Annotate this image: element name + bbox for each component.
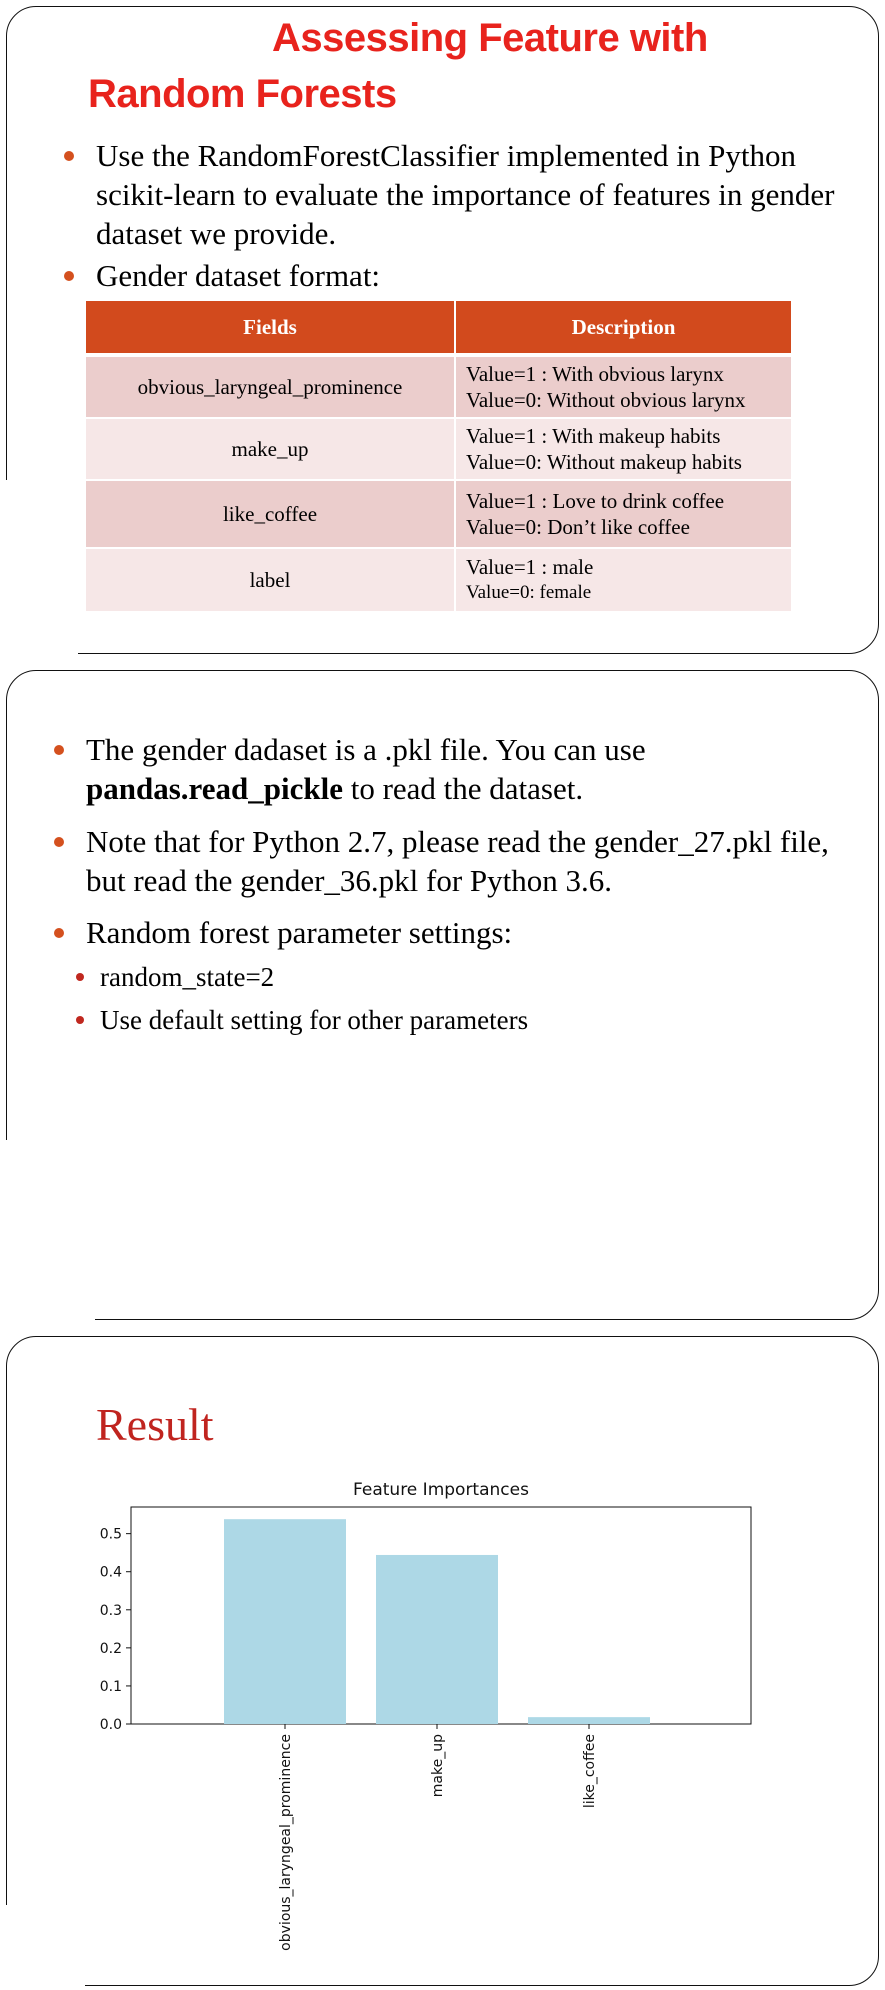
desc-line: Value=0: Without makeup habits: [466, 450, 742, 474]
table-row: [86, 548, 792, 612]
sub-bullet-item: [74, 959, 854, 995]
bar-obvious-laryngeal-prominence: [224, 1519, 346, 1724]
bar-like-coffee: [528, 1717, 650, 1724]
bullet-dot-icon: [64, 151, 74, 161]
code-function-name: pandas.read_pickle: [86, 771, 343, 806]
table-row: [86, 480, 792, 548]
table-cell-description: [455, 418, 792, 480]
desc-line: Value=0: female: [466, 582, 592, 603]
result-title: Result: [96, 1399, 214, 1450]
table-cell-description: [455, 355, 792, 418]
bullet-dot-icon: [54, 928, 64, 938]
bullet-text: Gender dataset format:: [96, 258, 381, 293]
slide-edge-mask: [0, 620, 78, 660]
bullet-item: [50, 822, 860, 900]
slide-edge-mask: [0, 1285, 95, 1325]
table-cell-description: [455, 548, 792, 612]
y-tick-label: 0.0: [99, 1717, 122, 1733]
gender-dataset-table: [86, 301, 793, 613]
desc-line: Value=1 : male: [466, 555, 594, 579]
y-tick-label: 0.2: [99, 1640, 122, 1657]
sub-bullet-dot-icon: [76, 973, 84, 981]
x-tick-label: like_coffee: [582, 1734, 598, 1809]
table-header-fields: Fields: [86, 301, 455, 355]
table-cell-field: make_up: [86, 418, 455, 480]
feature-importance-chart: [60, 1472, 780, 1977]
bullet-dot-icon: [64, 271, 74, 281]
sub-bullet-text: Use default setting for other parameters: [100, 1005, 529, 1035]
x-tick-label: make_up: [430, 1734, 446, 1798]
y-tick-label: 0.1: [99, 1678, 122, 1695]
bullet-dot-icon: [54, 745, 64, 755]
bullet-text: Random forest parameter settings:: [86, 915, 513, 950]
table-row: [86, 355, 792, 418]
desc-line: Value=0: Don’t like coffee: [466, 515, 690, 539]
table-cell-field: label: [86, 548, 455, 612]
y-tick-label: 0.5: [99, 1526, 122, 1543]
bullet-item: [60, 256, 860, 295]
bullet-dot-icon: [54, 837, 64, 847]
desc-line: Value=1 : Love to drink coffee: [466, 489, 725, 513]
y-tick-label: 0.3: [99, 1602, 122, 1619]
bullet-text: Note that for Python 2.7, please read the gender_27.pkl file, but read the gender_36.pkl for Python 3.6.: [86, 824, 829, 898]
bullet-item: [50, 730, 860, 808]
chart-title: Feature Importances: [353, 1480, 529, 1500]
slide-title-line1: Assessing Feature with: [272, 16, 708, 60]
bar-make-up: [376, 1555, 498, 1724]
slide-title-line2: Random Forests: [88, 72, 397, 116]
desc-line: Value=0: Without obvious larynx: [466, 388, 746, 412]
y-tick-label: 0.4: [99, 1564, 122, 1581]
bullet-text: Use the RandomForestClassifier implemented in Python scikit-learn to evaluate the importance of features in gender dataset we provide.: [96, 138, 835, 251]
x-tick-label: obvious_laryngeal_prominence: [278, 1734, 294, 1951]
table-cell-field: obvious_laryngeal_prominence: [86, 355, 455, 418]
desc-line: Value=1 : With makeup habits: [466, 424, 721, 448]
sub-bullet-item: [74, 1002, 854, 1038]
bullet-text: The gender dadaset is a .pkl file. You can use: [86, 732, 646, 767]
table-row: [86, 418, 792, 480]
table-header-description: Description: [455, 301, 792, 355]
table-cell-field: like_coffee: [86, 480, 455, 548]
bullet-text: to read the dataset.: [342, 771, 584, 806]
bullet-item: [60, 136, 860, 253]
sub-bullet-dot-icon: [76, 1016, 84, 1024]
table-cell-description: [455, 480, 792, 548]
sub-bullet-text: random_state=2: [100, 962, 275, 992]
desc-line: Value=1 : With obvious larynx: [466, 362, 724, 386]
bullet-item: [50, 913, 860, 952]
